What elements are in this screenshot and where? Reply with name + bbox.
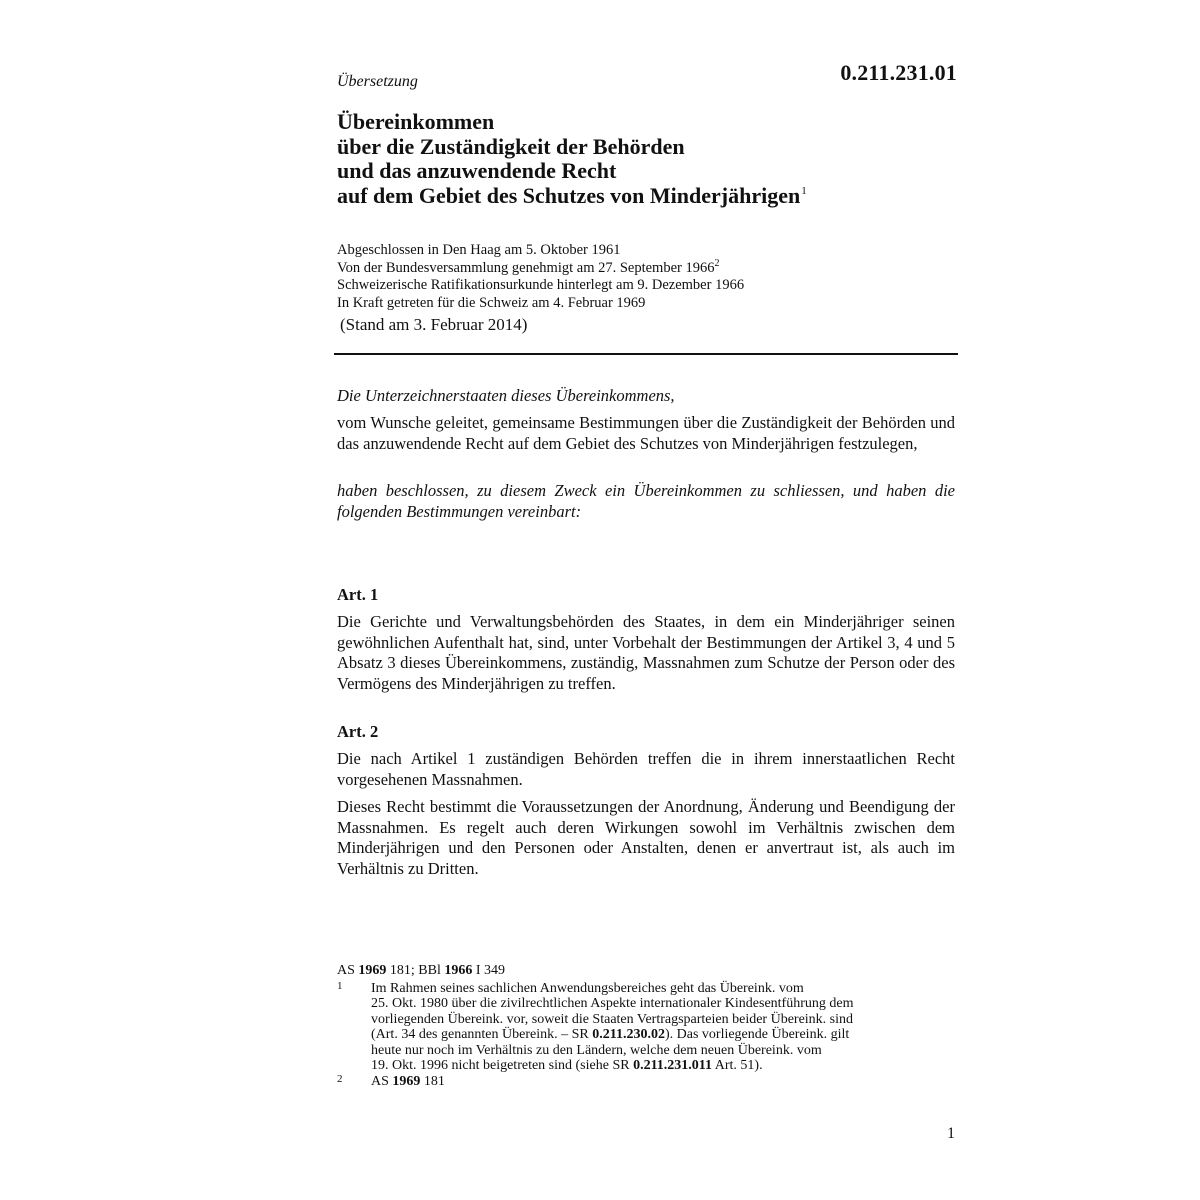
- footnote-text-part: AS: [371, 1073, 393, 1089]
- meta-approved: Von der Bundesversammlung genehmigt am 27. September 1966: [337, 259, 715, 276]
- meta-ratified: Schweizerische Ratifikationsurkunde hinterlegt am 9. Dezember 1966: [337, 277, 745, 293]
- source-prefix: AS: [337, 963, 359, 978]
- footnote-line: [371, 1058, 957, 1074]
- footnote-text-part: ). Das vorliegende Übereink. gilt: [664, 1027, 850, 1042]
- title-line: und das anzuwendende Recht: [337, 158, 617, 183]
- preamble-decision: haben beschlossen, zu diesem Zweck ein Übereinkommen zu schliessen, und haben die folgenden Bestimmungen vereinbart:: [337, 481, 955, 521]
- footnote-2-number: 2: [337, 1072, 343, 1085]
- article-1-paragraph: Die Gerichte und Verwaltungsbehörden des Staates, in dem ein Minderjähriger seinen gewöhnlichen Aufenthalt hat, sind, unter Vorbehalt der Bestimmungen der Artikel 3, 4 und 5 Absatz 3 dieses Übereinkommens, zuständig, Massnahmen zum Schutze der Person oder des Vermögens des Minderjährigen zu treffen.: [337, 612, 955, 693]
- footnote-line: [371, 1027, 957, 1043]
- article-2-heading: Art. 2: [337, 722, 379, 741]
- page-number: 1: [947, 1125, 955, 1142]
- document-meta: [337, 242, 744, 312]
- title-line: über die Zuständigkeit der Behörden: [337, 133, 685, 159]
- footnote-1: [337, 981, 957, 1074]
- sr-number: 0.211.231.01: [840, 60, 957, 85]
- footnote-text-part: 19. Okt. 1996 nicht beigetreten sind (siehe SR: [371, 1058, 634, 1073]
- preamble-intro: Die Unterzeichnerstaaten dieses Übereinkommens,: [337, 386, 675, 405]
- meta-in-force: In Kraft getreten für die Schweiz am 4. Februar 1969: [337, 294, 646, 311]
- document-title: [337, 110, 957, 208]
- title-line: Übereinkommen: [337, 109, 495, 134]
- footnote-text-part: (Art. 34 des genannten Übereink. – SR: [371, 1027, 593, 1042]
- footnote-ref-2[interactable]: 2: [714, 257, 720, 269]
- footnote-line: heute nur noch im Verhältnis zu den Ländern, welche dem neuen Übereink. vom: [371, 1042, 822, 1058]
- footnote-2-text: [371, 1074, 957, 1090]
- source-as-year: 1969: [358, 963, 387, 978]
- article-2-paragraph-1: Die nach Artikel 1 zuständigen Behörden treffen die in ihrem innerstaatlichen Recht vorgesehenen Massnahmen.: [337, 749, 955, 789]
- footnote-source: [337, 963, 957, 979]
- sr-reference-link[interactable]: 0.211.231.011: [633, 1058, 713, 1073]
- status-date: (Stand am 3. Februar 2014): [340, 315, 528, 334]
- meta-approved-line: [337, 257, 744, 278]
- source-bbl-year: 1966: [444, 963, 473, 978]
- header-divider: [334, 353, 958, 355]
- preamble-text: vom Wunsche geleitet, gemeinsame Bestimmungen über die Zuständigkeit der Behörden und das anzuwendende Recht auf dem Gebiet des Schutzes von Minderjährigen festzulegen,: [337, 413, 955, 453]
- document-page: [337, 0, 957, 1200]
- meta-concluded: Abgeschlossen in Den Haag am 5. Oktober 1961: [337, 242, 621, 258]
- article-2-paragraph-2: Dieses Recht bestimmt die Voraussetzungen der Anordnung, Änderung und Beendigung der Massnahmen. Es regelt auch deren Wirkungen sowohl im Verhältnis zwischen dem Minderjährigen und den Personen oder Anstalten, denen er anvertraut ist, als auch im Verhältnis zu Dritten.: [337, 797, 955, 878]
- sr-reference-link[interactable]: 0.211.230.02: [592, 1027, 665, 1042]
- footnote-text-part: Art. 51).: [712, 1058, 763, 1073]
- footnote-ref-1[interactable]: 1: [801, 185, 807, 198]
- footnote-text-part: 181: [420, 1073, 445, 1089]
- title-line-text: auf dem Gebiet des Schutzes von Minderjährigen: [337, 182, 801, 208]
- source-as-page: 181; BBl: [386, 963, 445, 978]
- footnote-line: vorliegenden Übereink. vor, soweit die Staaten Vertragsparteien beider Übereink. sind: [371, 1011, 854, 1027]
- title-line-last: [337, 184, 957, 209]
- footnote-1-text: [371, 981, 957, 1074]
- footnote-1-number: 1: [337, 979, 343, 992]
- footnote-2: [337, 1074, 957, 1090]
- source-bbl-page: I 349: [472, 963, 506, 978]
- footnote-year: 1969: [392, 1073, 421, 1089]
- footnote-line: 25. Okt. 1980 über die zivilrechtlichen Aspekte internationaler Kindesentführung dem: [371, 996, 854, 1011]
- translation-note: Übersetzung: [337, 73, 418, 90]
- footnote-line: Im Rahmen seines sachlichen Anwendungsbereiches geht das Übereink. vom: [371, 980, 804, 996]
- article-1-heading: Art. 1: [337, 585, 379, 604]
- footnotes: [337, 963, 957, 1089]
